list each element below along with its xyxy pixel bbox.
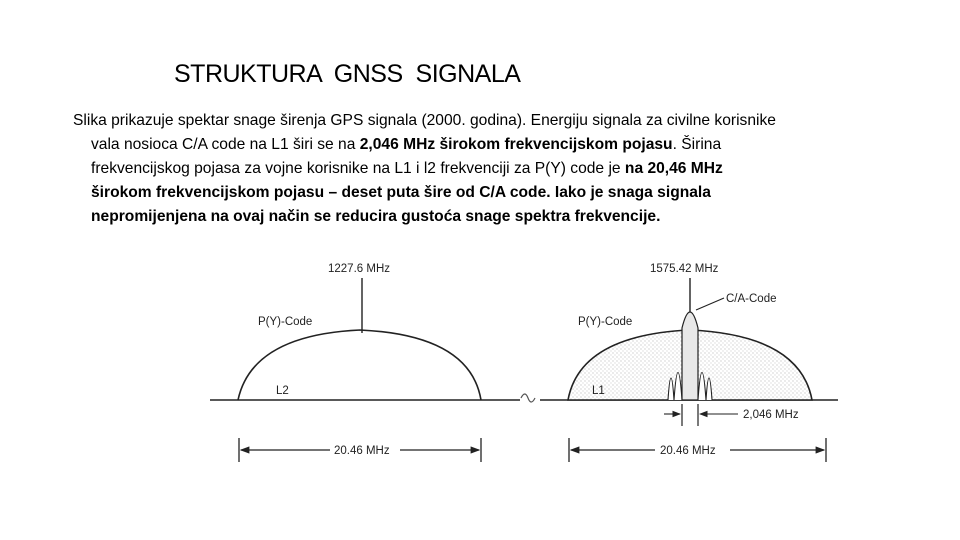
paragraph-line-3-bold: na 20,46 MHz [624,160,723,177]
ca-code-leader-line [696,298,724,310]
l2-frequency-label: 1227.6 MHz [328,263,391,275]
paragraph-line-2-start: vala nosioca C/A code na L1 širi se na [91,136,360,153]
paragraph-line-5-bold: nepromijenjena na ovaj način se reducira gustoća snage spektra frekvencije. [91,208,661,225]
paragraph-line-1: Slika prikazuje spektar snage širenja GPS signala (2000. godina). Energiju signala za civilne korisnike [73,112,776,129]
paragraph-line-2-end: . Širina [672,136,722,153]
l2-spectrum-panel [210,263,520,462]
l2-band-label: L2 [276,385,289,397]
ca-width-label: 2,046 MHz [743,409,799,421]
l1-spectrum-panel [540,263,838,462]
l1-band-label: L1 [592,385,605,397]
paragraph-line-2-bold: 2,046 MHz širokom frekvencijskom pojasu [359,136,673,153]
l2-pycode-lobe [238,330,481,400]
ca-mainlobe [682,312,698,400]
paragraph-line-4-bold: širokom frekvencijskom pojasu – deset puta šire od C/A code. Iako je snaga signala [91,184,711,201]
paragraph-line-3-start: frekvencijskog pojasa za vojne korisnike na L1 i l2 frekvenciji za P(Y) code je [91,160,625,177]
axis-break-symbol [521,394,535,402]
l1-bandwidth-label: 20.46 MHz [660,445,716,457]
l1-pycode-label: P(Y)-Code [578,316,633,328]
l2-bandwidth-label: 20.46 MHz [334,445,390,457]
l2-pycode-label: P(Y)-Code [258,316,313,328]
l1-frequency-label: 1575.42 MHz [650,263,719,275]
page-title: STRUKTURA GNSS SIGNALA [174,60,521,88]
ca-code-label: C/A-Code [726,293,777,305]
